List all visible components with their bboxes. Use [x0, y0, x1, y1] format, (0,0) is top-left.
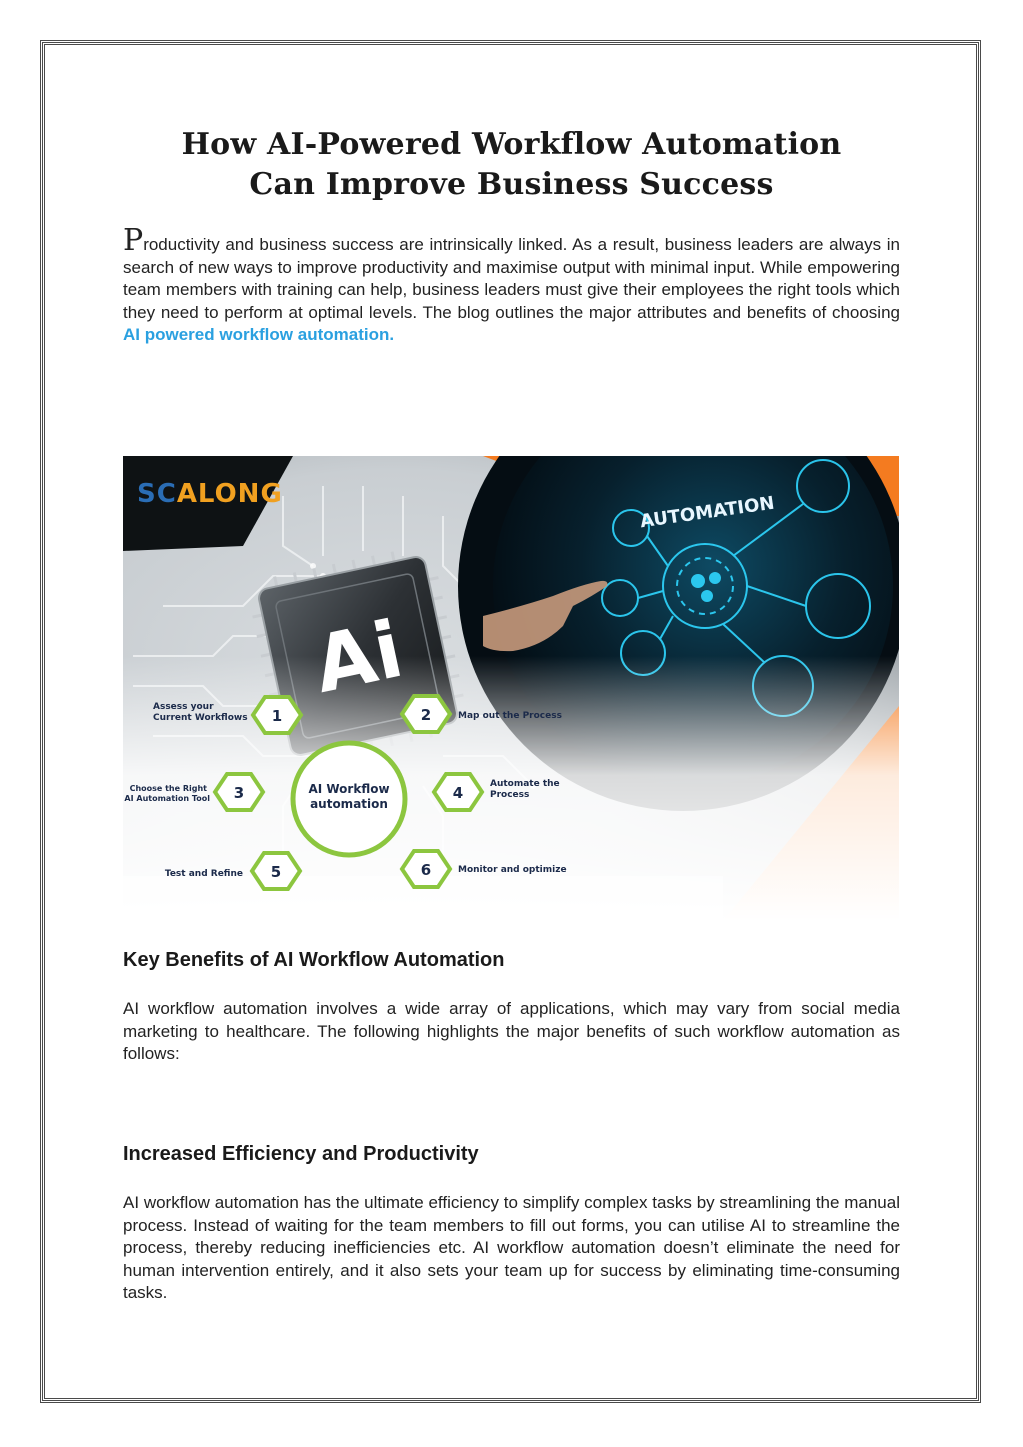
scalong-logo [137, 479, 283, 509]
workflow-center [293, 743, 405, 855]
step-4-label-2: Process [490, 790, 530, 800]
step-3-number: 3 [233, 784, 245, 802]
logo-sc: SC [137, 479, 177, 509]
step-3-label-2: AI Automation Tool [124, 794, 210, 803]
svg-text:SCALONG [137, 479, 283, 509]
intro-paragraph [123, 223, 900, 347]
step-1-number: 1 [271, 707, 283, 725]
step-2-label-1: Map out the Process [458, 711, 562, 721]
step-1-label-2: Current Workflows [153, 713, 248, 723]
section-heading-efficiency: Increased Efficiency and Productivity [123, 1143, 479, 1165]
drop-cap: P [123, 223, 144, 258]
step-1-label-1: Assess your [153, 702, 214, 712]
page-title [123, 125, 900, 205]
section-body-efficiency: AI workflow automation has the ultimate efficiency to simplify complex tasks by streamlining the manual process. Instead of waiting for the team members to fill out forms, you can utilise AI to streamline the process, thereby reducing inefficiencies etc. AI workflow automation doesn’t eliminate the need for human intervention entirely, and it also sets your team up for success by eliminating time-consuming tasks. [123, 1193, 900, 1302]
section-body-key-benefits: AI workflow automation involves a wide array of applications, which may vary from social media marketing to healthcare. The following highlights the major benefits of such workflow automation as follows: [123, 999, 900, 1063]
step-2-number: 2 [420, 706, 432, 724]
workflow-automation-link[interactable]: AI powered workflow automation. [123, 325, 395, 344]
center-label-line2: automation [310, 797, 388, 811]
title-line-1: How AI-Powered Workflow Automation [181, 127, 842, 162]
section-heading-key-benefits: Key Benefits of AI Workflow Automation [123, 949, 505, 971]
scalong-ai-workflow-banner [123, 456, 899, 921]
step-4-label-1: Automate the [490, 779, 560, 789]
intro-text: roductivity and business success are intrinsically linked. As a result, business leaders are always in search of new ways to improve productivity and maximise output with minimal input. While empowering team members with training can help, business leaders must give their employees the right tools which they need to perform at optimal levels. The blog outlines the major attributes and benefits of choosing [123, 235, 900, 322]
step-4-number: 4 [452, 784, 464, 802]
logo-along: ALONG [176, 479, 283, 509]
step-5-label-1: Test and Refine [164, 869, 243, 879]
automation-label: AUTOMATION [638, 492, 776, 533]
title-line-2: Can Improve Business Success [249, 167, 774, 202]
step-5-number: 5 [270, 863, 282, 881]
step-6-number: 6 [420, 861, 432, 879]
step-6-label-1: Monitor and optimize [458, 865, 567, 875]
center-label-line1: AI Workflow [308, 782, 390, 796]
step-3-label-1: Choose the Right [129, 784, 207, 793]
